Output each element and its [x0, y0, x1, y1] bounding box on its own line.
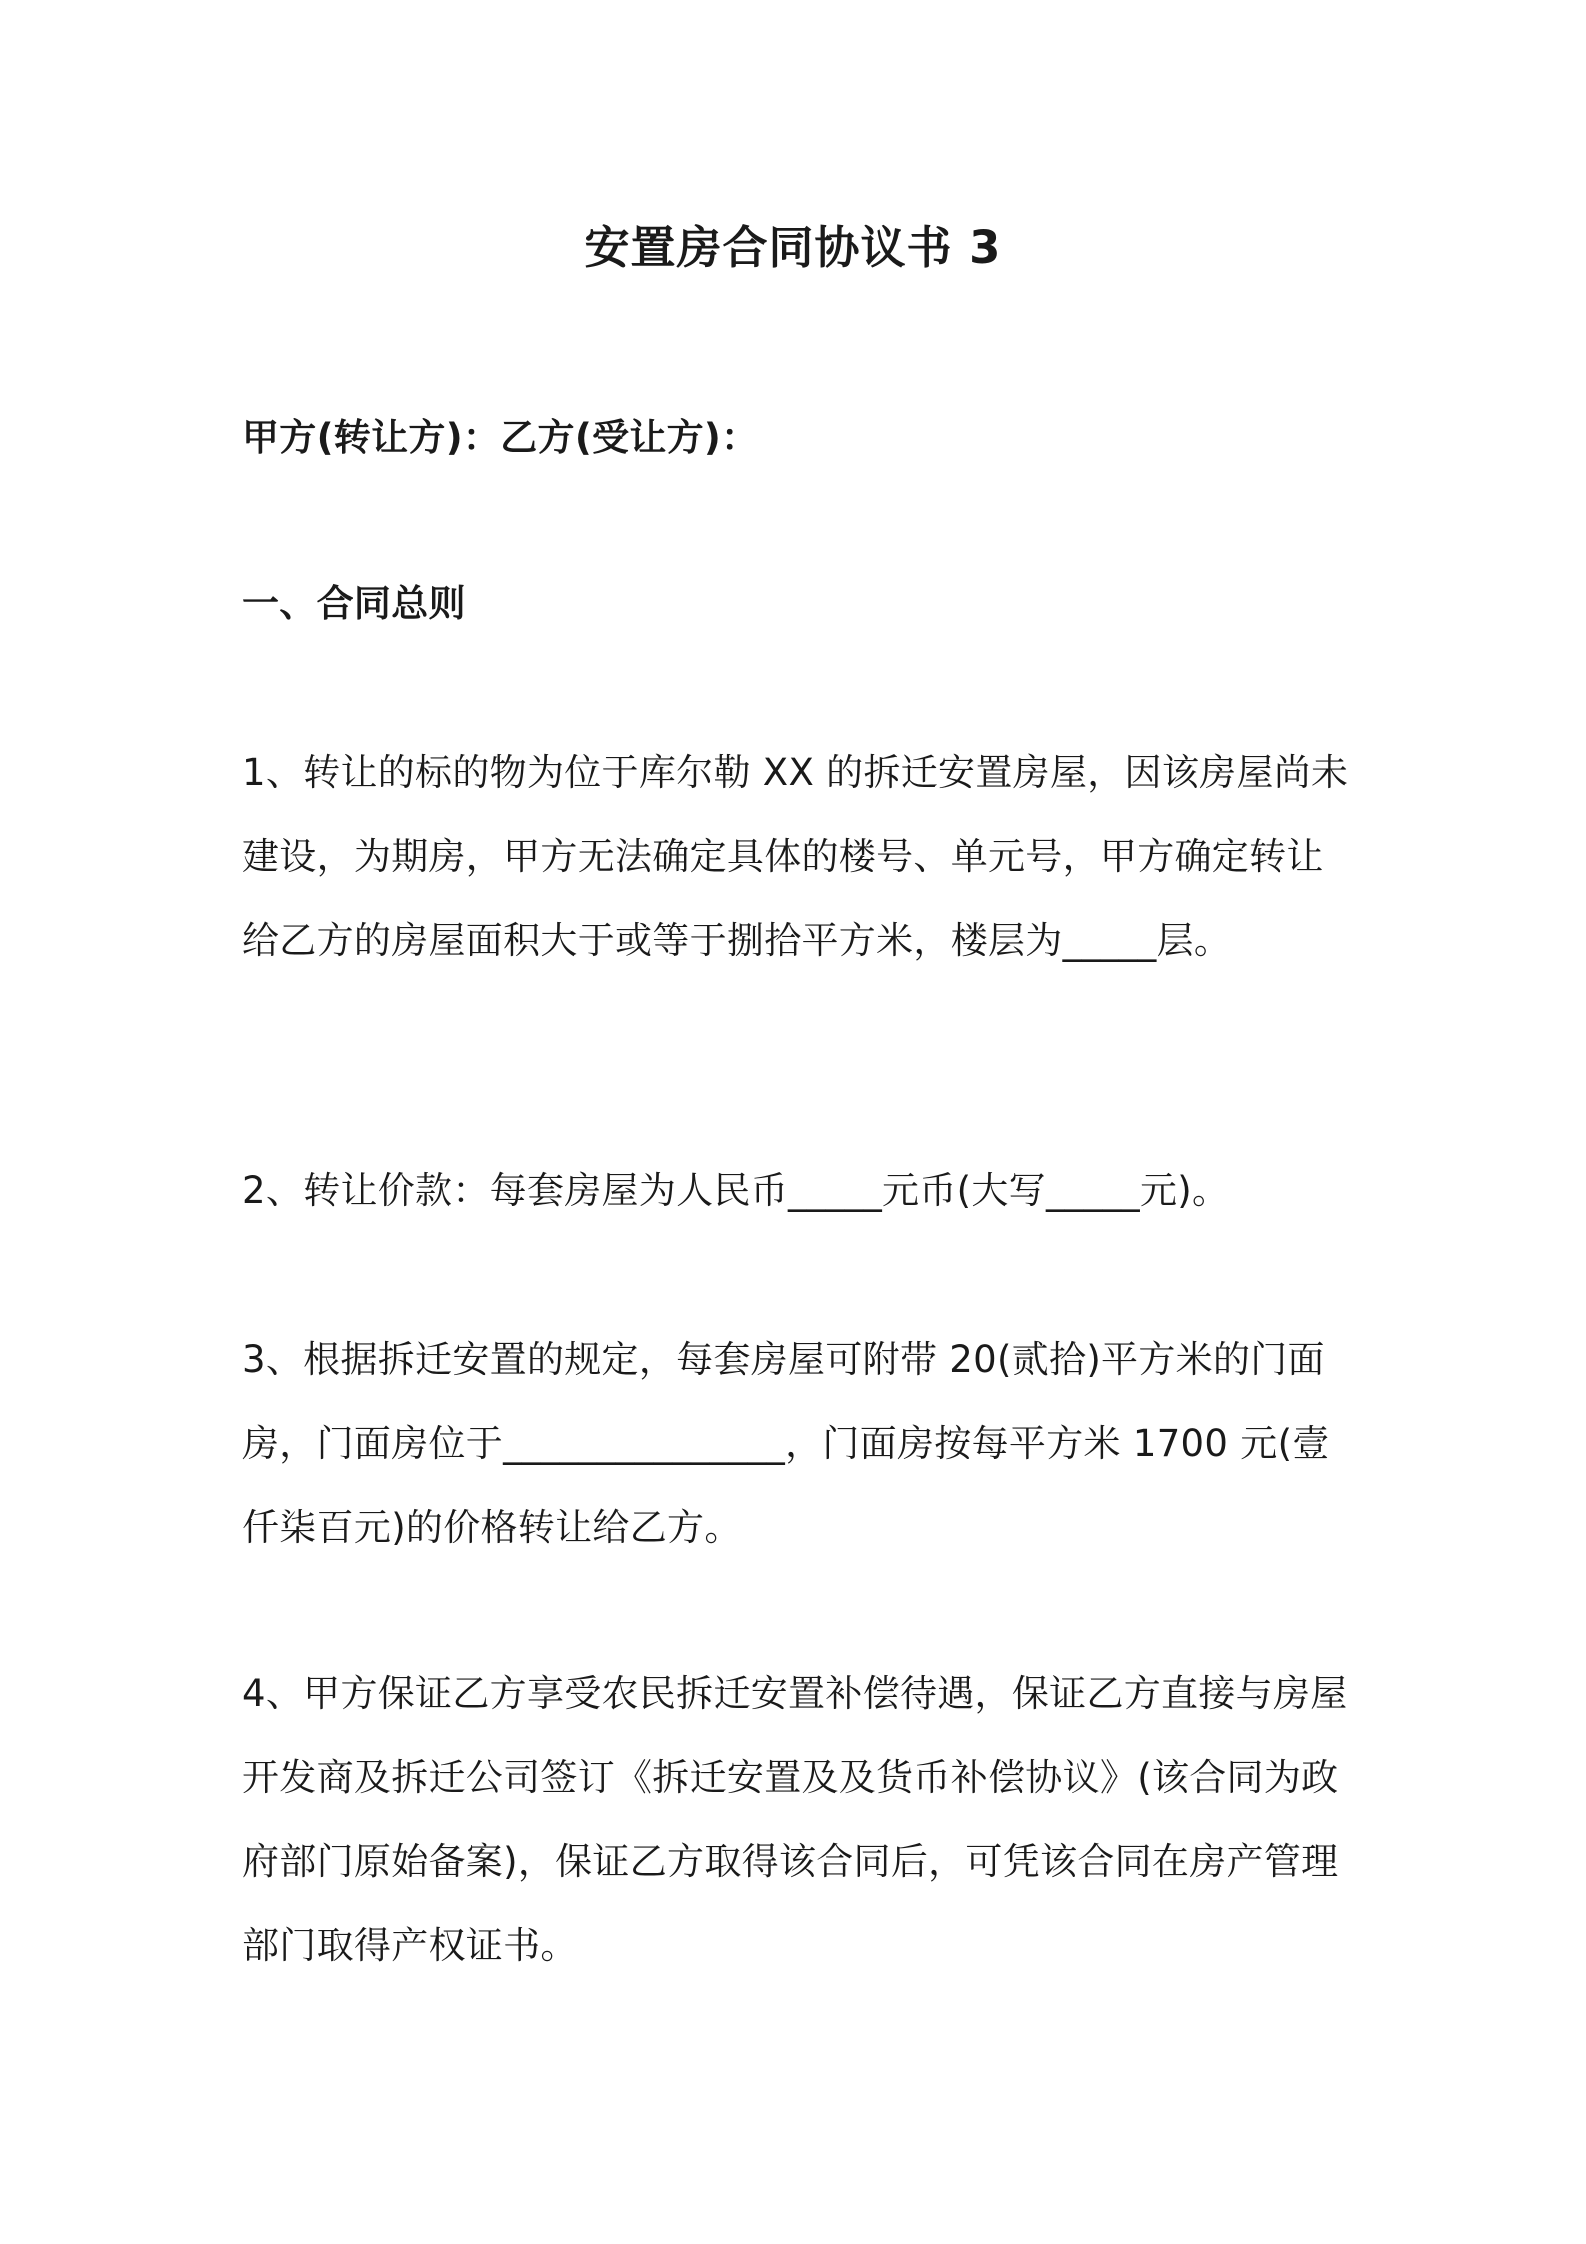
clause-paragraph: 2、转让价款：每套房屋为人民币_____元币(大写_____元)。 [242, 1169, 1230, 1212]
section-heading: 一、合同总则 [242, 582, 466, 625]
contract-parties: 甲方(转让方)：乙方(受让方)： [242, 416, 759, 459]
clause-paragraph: 1、转让的标的物为位于库尔勒 XX 的拆迁安置房屋，因该房屋尚未建设，为期房，甲方无法确定具体的楼号、单元号，甲方确定转让给乙方的房屋面积大于或等于捌拾平方米，楼层为_____层。 [242, 751, 1349, 962]
document-title: 安置房合同协议书 3 [584, 221, 1002, 274]
clause-paragraph: 4、甲方保证乙方享受农民拆迁安置补偿待遇，保证乙方直接与房屋开发商及拆迁公司签订《拆迁安置及及货币补偿协议》(该合同为政府部门原始备案)，保证乙方取得该合同后，可凭该合同在房产管理部门取得产权证书。 [242, 1672, 1348, 1967]
clause-paragraph: 3、根据拆迁安置的规定，每套房屋可附带 20(贰拾)平方米的门面房，门面房位于_______________，门面房按每平方米 1700 元(壹仟柒百元)的价格转让给乙方。 [242, 1338, 1330, 1549]
